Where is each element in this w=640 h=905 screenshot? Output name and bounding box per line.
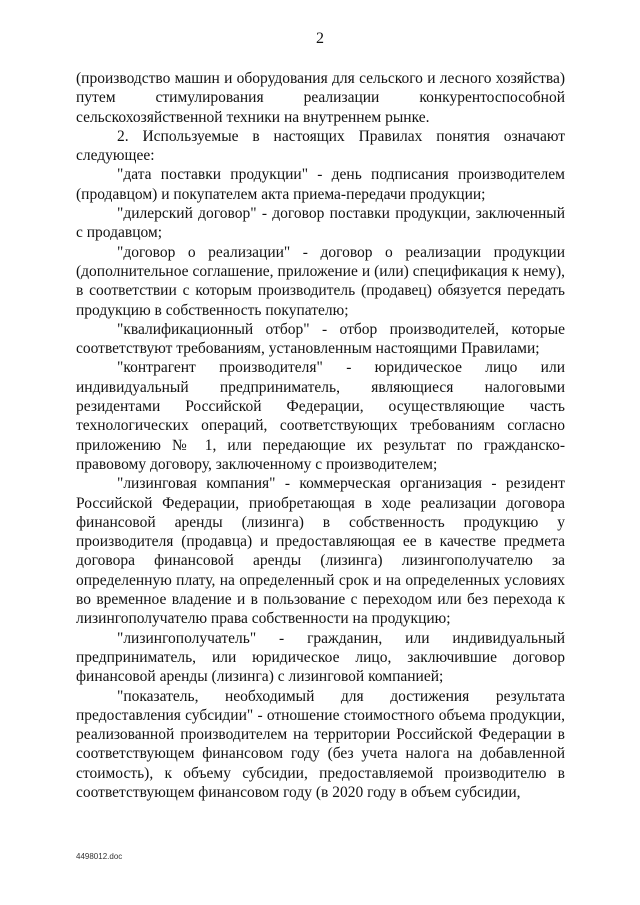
paragraph: "показатель, необходимый для достижения результата предоставления субсидии" - отношение стоимостного объема продукции, реализованной производителем на территории Российской Федерации в соответствующем финансовом году (без учета налога на добавленной стоимость), к объему субсидии, предоставляемой производителю в соответствующем финансовом году (в 2020 году в объем субсидии, xyxy=(76,687,565,801)
paragraph: (производство машин и оборудования для сельского и лесного хозяйства) путем стимулирования реализации конкурентоспособной сельскохозяйственной техники на внутреннем рынке. xyxy=(76,70,565,126)
paragraph: "дилерский договор" - договор поставки продукции, заключенный с продавцом; xyxy=(76,205,565,242)
paragraph: "дата поставки продукции" - день подписания производителем (продавцом) и покупателем акта приема-передачи продукции; xyxy=(76,166,565,203)
paragraph: "лизингополучатель" - гражданин, или индивидуальный предприниматель, или юридическое лицо, заключившие договор финансовой аренды (лизинга) с лизинговой компанией; xyxy=(76,629,565,686)
paragraph: "лизинговая компания" - коммерческая организация - резидент Российской Федерации, приобретающая в ходе реализации договора финансовой аренды (лизинга) в собственность продукцию у производителя (продавца) и предоставляющая ее в качестве предмета договора финансовой аренды (лизинга) лизингополучателю за определенную плату, на определенный срок и на определенных условиях во временное владение и в пользование с переходом или без перехода к лизингополучателю права собственности на продукцию; xyxy=(76,475,565,628)
paragraph: "договор о реализации" - договор о реализации продукции (дополнительное соглашение, приложение и (или) спецификация к нему), в соответствии с которым производитель (продавец) обязуется передать продукцию в собственность покупателю; xyxy=(76,243,565,319)
paragraph: "квалификационный отбор" - отбор производителей, которые соответствуют требованиям, установленным настоящими Правилами; xyxy=(76,320,565,358)
page-number: 2 xyxy=(316,30,324,47)
document-footer: 4498012.doc xyxy=(76,852,123,861)
paragraph: "контрагент производителя" - юридическое лицо или индивидуальный предприниматель, являющиеся налоговыми резидентами Российской Федерации, осуществляющие часть технологических операций, соответствующих требованиям согласно приложению № 1, или передающие их результат по гражданско-правовому договору, заключенному с производителем; xyxy=(76,359,565,473)
document-body xyxy=(76,69,565,802)
paragraph: 2. Используемые в настоящих Правилах понятия означают следующее: xyxy=(76,127,565,165)
